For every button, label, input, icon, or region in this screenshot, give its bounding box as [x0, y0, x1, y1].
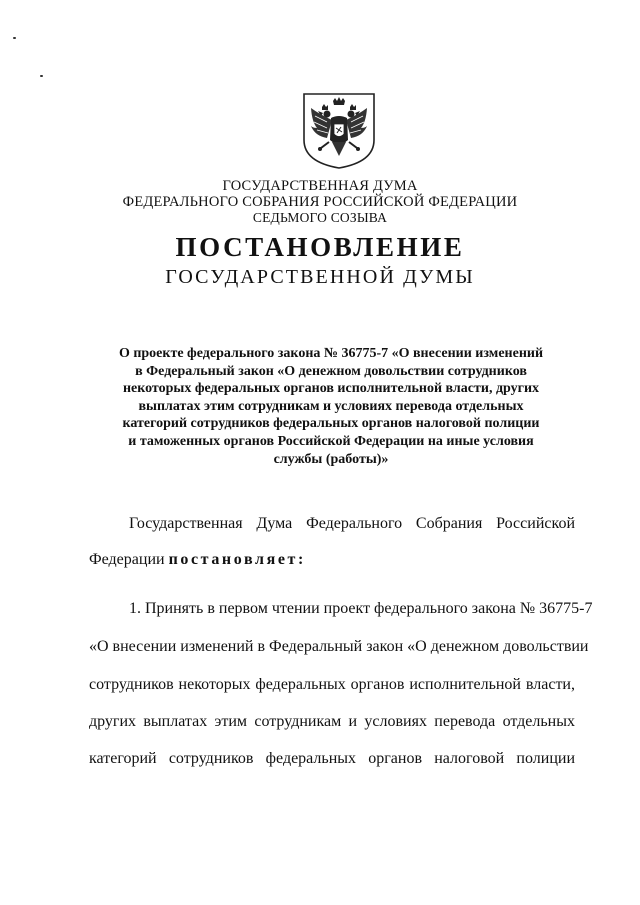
preamble-resolves: постановляет:: [168, 551, 306, 568]
scan-speck: [13, 37, 16, 39]
coat-of-arms-icon: [299, 92, 379, 170]
preamble-line-2: [89, 551, 575, 569]
document-subtitle: ГОСУДАРСТВЕННОЙ ДУМЫ: [165, 266, 475, 288]
subject-line: в Федеральный закон «О денежном довольствии сотрудников: [135, 363, 527, 379]
document-title: ПОСТАНОВЛЕНИЕ: [175, 232, 465, 262]
paragraph-line: 1. Принять в первом чтении проект федерального закона № 36775-7: [129, 600, 593, 617]
subject-line: О проекте федерального закона № 36775-7 «О внесении изменений: [118, 346, 544, 361]
scan-speck: [40, 75, 43, 77]
subject-line: некоторых федеральных органов исполнительной власти, других: [122, 381, 540, 397]
preamble-line-1: Государственная Дума Федерального Собрания Российской: [129, 515, 575, 532]
paragraph-line: «О внесении изменений в Федеральный закон «О денежном довольствии: [89, 638, 589, 655]
paragraph-line: сотрудников некоторых федеральных органов исполнительной власти,: [89, 676, 575, 693]
subject-line: выплатах этим сотрудникам и условиях перевода отдельных: [138, 398, 524, 414]
issuer-line-1: ГОСУДАРСТВЕННАЯ ДУМА: [222, 178, 418, 194]
paragraph-line: других выплатах этим сотрудникам и условиях перевода отдельных: [89, 713, 575, 730]
subject-line: службы (работы)»: [273, 451, 389, 467]
preamble-text: Федерации: [89, 551, 169, 568]
document-subject: [96, 345, 566, 468]
issuer-line-3: СЕДЬМОГО СОЗЫВА: [252, 210, 388, 225]
subject-line: и таможенных органов Российской Федерации на иные условия: [128, 433, 534, 449]
paragraph-line: категорий сотрудников федеральных органов налоговой полиции: [89, 750, 575, 767]
subject-line: категорий сотрудников федеральных органов налоговой полиции: [122, 416, 540, 432]
issuer-line-2: ФЕДЕРАЛЬНОГО СОБРАНИЯ РОССИЙСКОЙ ФЕДЕРАЦИИ: [122, 194, 518, 210]
